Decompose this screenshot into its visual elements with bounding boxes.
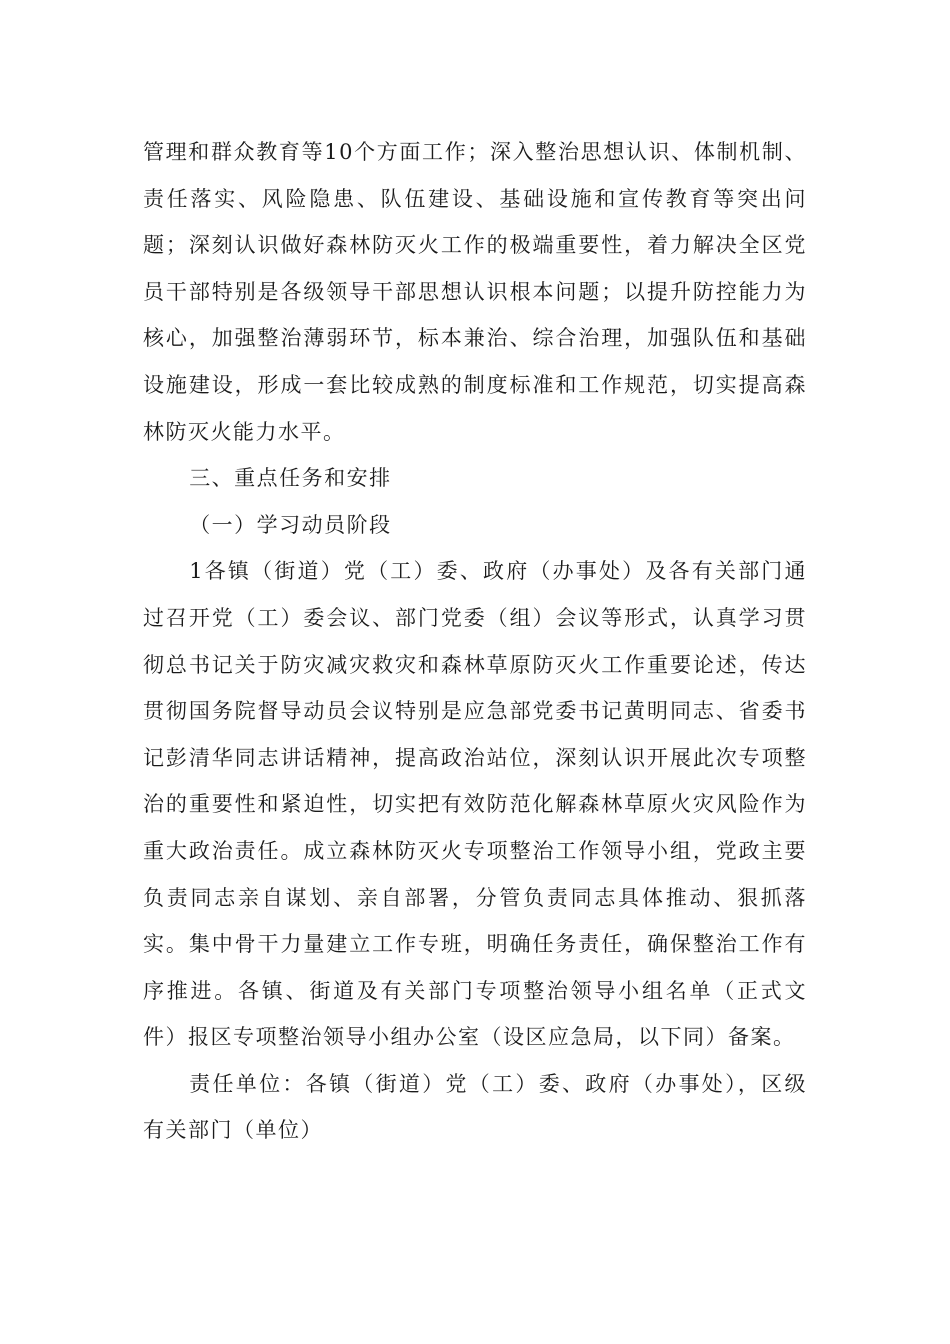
- subsection-heading-mobilization: （一）学习动员阶段: [189, 512, 392, 537]
- paragraph-work-scope: 管理和群众教育等10个方面工作；深入整治思想认识、体制机制、责任落实、风险隐患、队伍建设、基础设施和宣传教育等突出问题；深刻认识做好森林防灭火工作的极端重要性，着力解决全区党员干部特别是各级领导干部思想认识根本问题；以提升防控能力为核心，加强整治薄弱环节，标本兼治、综合治理，加强队伍和基础设施建设，形成一套比较成熟的制度标准和工作规范，切实提高森林防灭火能力水平。: [143, 140, 807, 444]
- section-heading-key-tasks: 三、重点任务和安排: [189, 466, 392, 491]
- paragraph-responsible-units: 责任单位：各镇（街道）党（工）委、政府（办事处），区级有关部门（单位）: [143, 1071, 807, 1143]
- paragraph-mobilization-detail: 1各镇（街道）党（工）委、政府（办事处）及各有关部门通过召开党（工）委会议、部门党委（组）会议等形式，认真学习贯彻总书记关于防灾减灾救灾和森林草原防灭火工作重要论述，传达贯彻国务院督导动员会议特别是应急部党委书记黄明同志、省委书记彭清华同志讲话精神，提高政治站位，深刻认识开展此次专项整治的重要性和紧迫性，切实把有效防范化解森林草原火灾风险作为重大政治责任。成立森林防灭火专项整治工作领导小组，党政主要负责同志亲自谋划、亲自部署，分管负责同志具体推动、狠抓落实。集中骨干力量建立工作专班，明确任务责任，确保整治工作有序推进。各镇、街道及有关部门专项整治领导小组名单（正式文件）报区专项整治领导小组办公室（设区应急局，以下同）备案。: [143, 559, 807, 1050]
- document-body: [143, 129, 807, 1154]
